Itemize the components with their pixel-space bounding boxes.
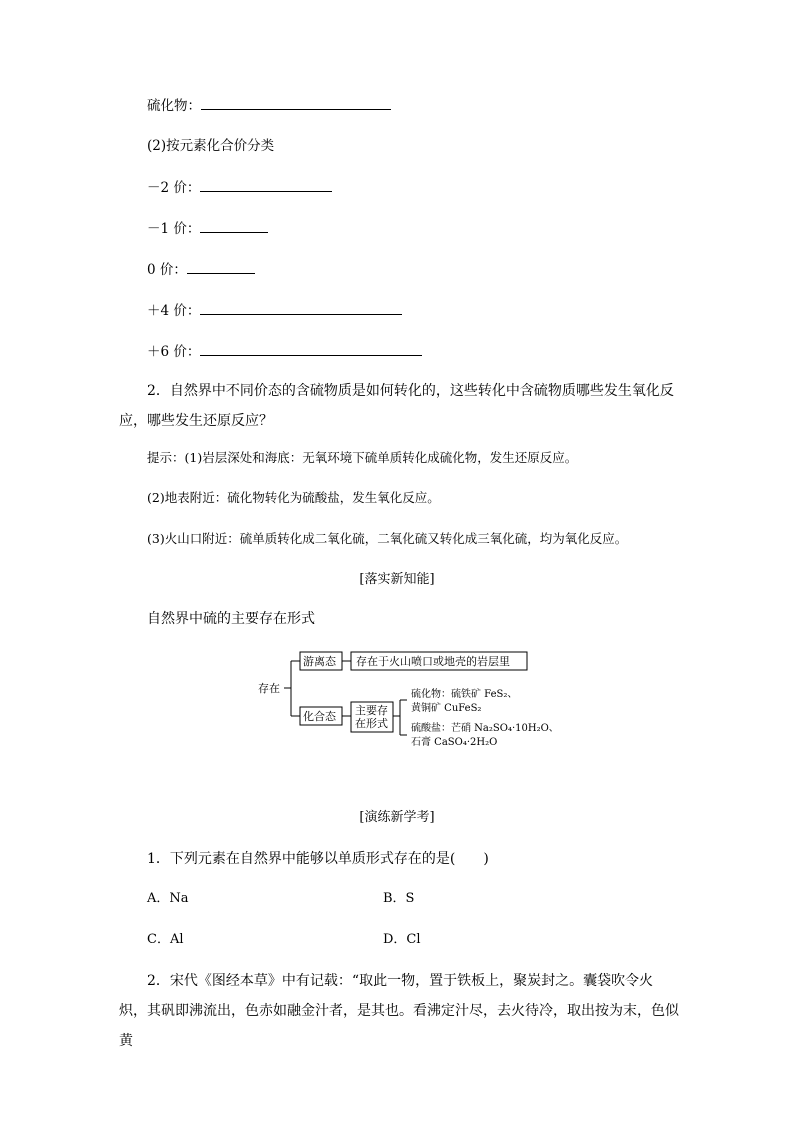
- combined-state-label: 化合态: [303, 710, 336, 723]
- free-desc-label: 存在于火山喷口或地壳的岩层里: [356, 655, 510, 668]
- option-d[interactable]: D．Cl: [383, 932, 421, 947]
- hint-3: (3)火山口附近：硫单质转化成二氧化硫，二氧化硫又转化成三氧化硫，均为氧化反应。: [147, 531, 628, 546]
- exercise-2-text: 2．宋代《图经本草》中有记载：“取此一物，置于铁板上，聚炭封之。囊袋吹令火炽，其矾即沸流出，色赤如融金汁者，是其也。看沸定汁尽，去火待冷，取出按为末，色似黄: [119, 973, 679, 1049]
- hint-2: (2)地表附近：硫化物转化为硫酸盐，发生氧化反应。: [147, 490, 440, 505]
- section-subtitle: 自然界中硫的主要存在形式: [147, 611, 315, 627]
- valence-plus6-label: ＋6 价：: [147, 344, 201, 360]
- section-title-practice: [演练新学考]: [359, 810, 435, 825]
- sulfate-line-2: 石膏 CaSO₄·2H₂O: [411, 737, 498, 748]
- main-form-label-2: 在形式: [355, 717, 388, 730]
- option-b[interactable]: B．S: [383, 891, 415, 906]
- root-label: 存在: [258, 682, 280, 695]
- valence-plus4-label: ＋4 价：: [147, 303, 201, 319]
- question-2: 2．自然界中不同价态的含硫物质是如何转化的，这些转化中含硫物质哪些发生氧化反应，哪些发生还原反应？: [119, 383, 674, 429]
- section-title-knowledge: [落实新知能]: [359, 572, 435, 587]
- main-form-label-1: 主要存: [355, 704, 388, 717]
- free-state-label: 游离态: [303, 655, 336, 668]
- valence-minus2-label: －2 价：: [147, 180, 201, 196]
- valence-heading: (2)按元素化合价分类: [147, 138, 275, 154]
- sulfide-line-1: 硫化物：硫铁矿 FeS₂、: [411, 689, 518, 700]
- option-a[interactable]: A．Na: [147, 891, 189, 906]
- sulfate-line-1: 硫酸盐：芒硝 Na₂SO₄·10H₂O、: [411, 723, 559, 734]
- valence-minus1-label: －1 价：: [147, 221, 201, 237]
- valence-zero-label: 0 价：: [147, 262, 187, 278]
- hint-1: 提示：(1)岩层深处和海底：无氧环境下硫单质转化成硫化物，发生还原反应。: [147, 450, 578, 465]
- sulfide-label: 硫化物：: [147, 98, 201, 114]
- sulfide-line-2: 黄铜矿 CuFeS₂: [411, 703, 482, 714]
- exercise-1-question: 1．下列元素在自然界中能够以单质形式存在的是( ): [147, 851, 489, 867]
- option-c[interactable]: C．Al: [147, 932, 184, 947]
